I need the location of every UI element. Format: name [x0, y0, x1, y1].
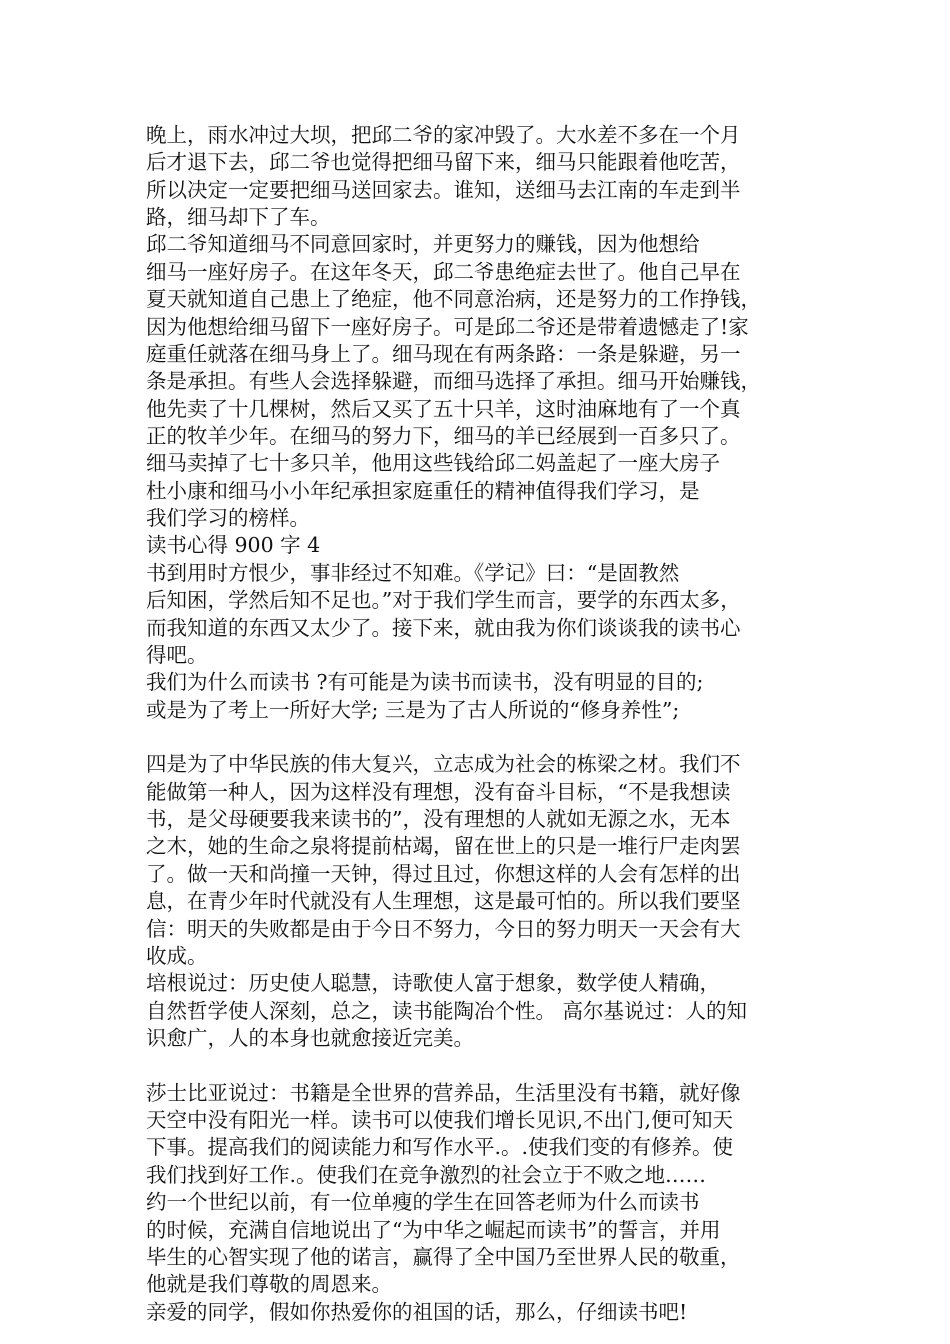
text-line: 的时候，充满自信地说出了“为中华之崛起而读书”的誓言，并用 — [146, 1217, 721, 1242]
text-line: 毕生的心智实现了他的诺言，赢得了全中国乃至世界人民的敬重， — [146, 1244, 741, 1269]
text-line: 细马卖掉了七十多只羊，他用这些钱给邱二妈盖起了一座大房子 — [146, 451, 720, 476]
text-line: 了。做一天和尚撞一天钟，得过且过，你想这样的人会有怎样的出 — [146, 861, 741, 886]
text-line: 所以决定一定要把细马送回家去。谁知，送细马去江南的车走到半 — [146, 177, 741, 202]
text-line: 得吧。 — [146, 642, 208, 667]
text-line: 条是承担。有些人会选择躲避，而细马选择了承担。细马开始赚钱， — [146, 369, 761, 394]
text-line: 培根说过：历史使人聪慧，诗歌使人富于想象，数学使人精确， — [146, 971, 720, 996]
text-line: 而我知道的东西又太少了。接下来，就由我为你们谈谈我的读书心 — [146, 615, 741, 640]
text-line: 天空中没有阳光一样。读书可以使我们增长见识,不出门,便可知天 — [146, 1108, 734, 1133]
text-line: 约一个世纪以前，有一位单瘦的学生在回答老师为什么而读书 — [146, 1190, 700, 1215]
text-line: 信：明天的失败都是由于今日不努力，今日的努力明天一天会有大 — [146, 916, 741, 941]
text-line: 之木，她的生命之泉将提前枯竭，留在世上的只是一堆行尸走肉罢 — [146, 834, 741, 859]
text-line: 书到用时方恨少，事非经过不知难。《学记》曰：“是固教然 — [146, 560, 680, 585]
text-line: 细马一座好房子。在这年冬天，邱二爷患绝症去世了。他自己早在 — [146, 259, 741, 284]
text-line: 邱二爷知道细马不同意回家时，并更努力的赚钱，因为他想给 — [146, 232, 700, 257]
text-line: 我们学习的榜样。 — [146, 506, 310, 531]
text-line: 亲爱的同学，假如你热爱你的祖国的话，那么，仔细读书吧! — [146, 1299, 688, 1324]
text-line: 能做第一种人，因为这样没有理想，没有奋斗目标，“不是我想读 — [146, 779, 731, 804]
text-line: 他先卖了十几棵树，然后又买了五十只羊，这时油麻地有了一个真 — [146, 396, 741, 421]
text-line: 晚上，雨水冲过大坝，把邱二爷的家冲毁了。大水差不多在一个月 — [146, 123, 741, 147]
text-line: 莎士比亚说过：书籍是全世界的营养品，生活里没有书籍，就好像 — [146, 1080, 741, 1105]
text-line: 后知困，学然后知不足也。”对于我们学生而言，要学的东西太多， — [146, 588, 741, 613]
text-line: 夏天就知道自己患上了绝症，他不同意治病，还是努力的工作挣钱， — [146, 287, 761, 312]
text-line: 我们找到好工作.。使我们在竞争激烈的社会立于不败之地…… — [146, 1162, 707, 1187]
text-line: 书，是父母硬要我来读书的”，没有理想的人就如无源之水，无本 — [146, 807, 731, 832]
text-line: 四是为了中华民族的伟大复兴，立志成为社会的栋梁之材。我们不 — [146, 752, 741, 777]
text-line: 他就是我们尊敬的周恩来。 — [146, 1272, 392, 1297]
text-line: 收成。 — [146, 943, 208, 968]
text-line: 或是为了考上一所好大学; 三是为了古人所说的“修身养性”; — [146, 697, 680, 722]
text-line: 庭重任就落在细马身上了。细马现在有两条路：一条是躲避，另一 — [146, 341, 741, 366]
text-line: 我们为什么而读书 ?有可能是为读书而读书，没有明显的目的; — [146, 670, 704, 695]
text-line: 自然哲学使人深刻，总之，读书能陶冶个性。 高尔基说过：人的知 — [146, 998, 748, 1023]
text-line: 因为他想给细马留下一座好房子。可是邱二爷还是带着遗憾走了!家 — [146, 314, 749, 339]
text-line: 识愈广，人的本身也就愈接近完美。 — [146, 1026, 474, 1050]
text-line: 路，细马却下了车。 — [146, 205, 331, 230]
text-line: 杜小康和细马小小年纪承担家庭重任的精神值得我们学习，是 — [146, 478, 700, 503]
text-line: 后才退下去，邱二爷也觉得把细马留下来，细马只能跟着他吃苦， — [146, 150, 741, 175]
text-line: 息，在青少年时代就没有人生理想，这是最可怕的。所以我们要坚 — [146, 889, 741, 914]
section-heading: 读书心得 900 字 4 — [146, 533, 321, 558]
text-line: 下事。提高我们的阅读能力和写作水平.。.使我们变的有修养。使 — [146, 1135, 734, 1160]
text-line: 正的牧羊少年。在细马的努力下，细马的羊已经展到一百多只了。 — [146, 424, 741, 448]
